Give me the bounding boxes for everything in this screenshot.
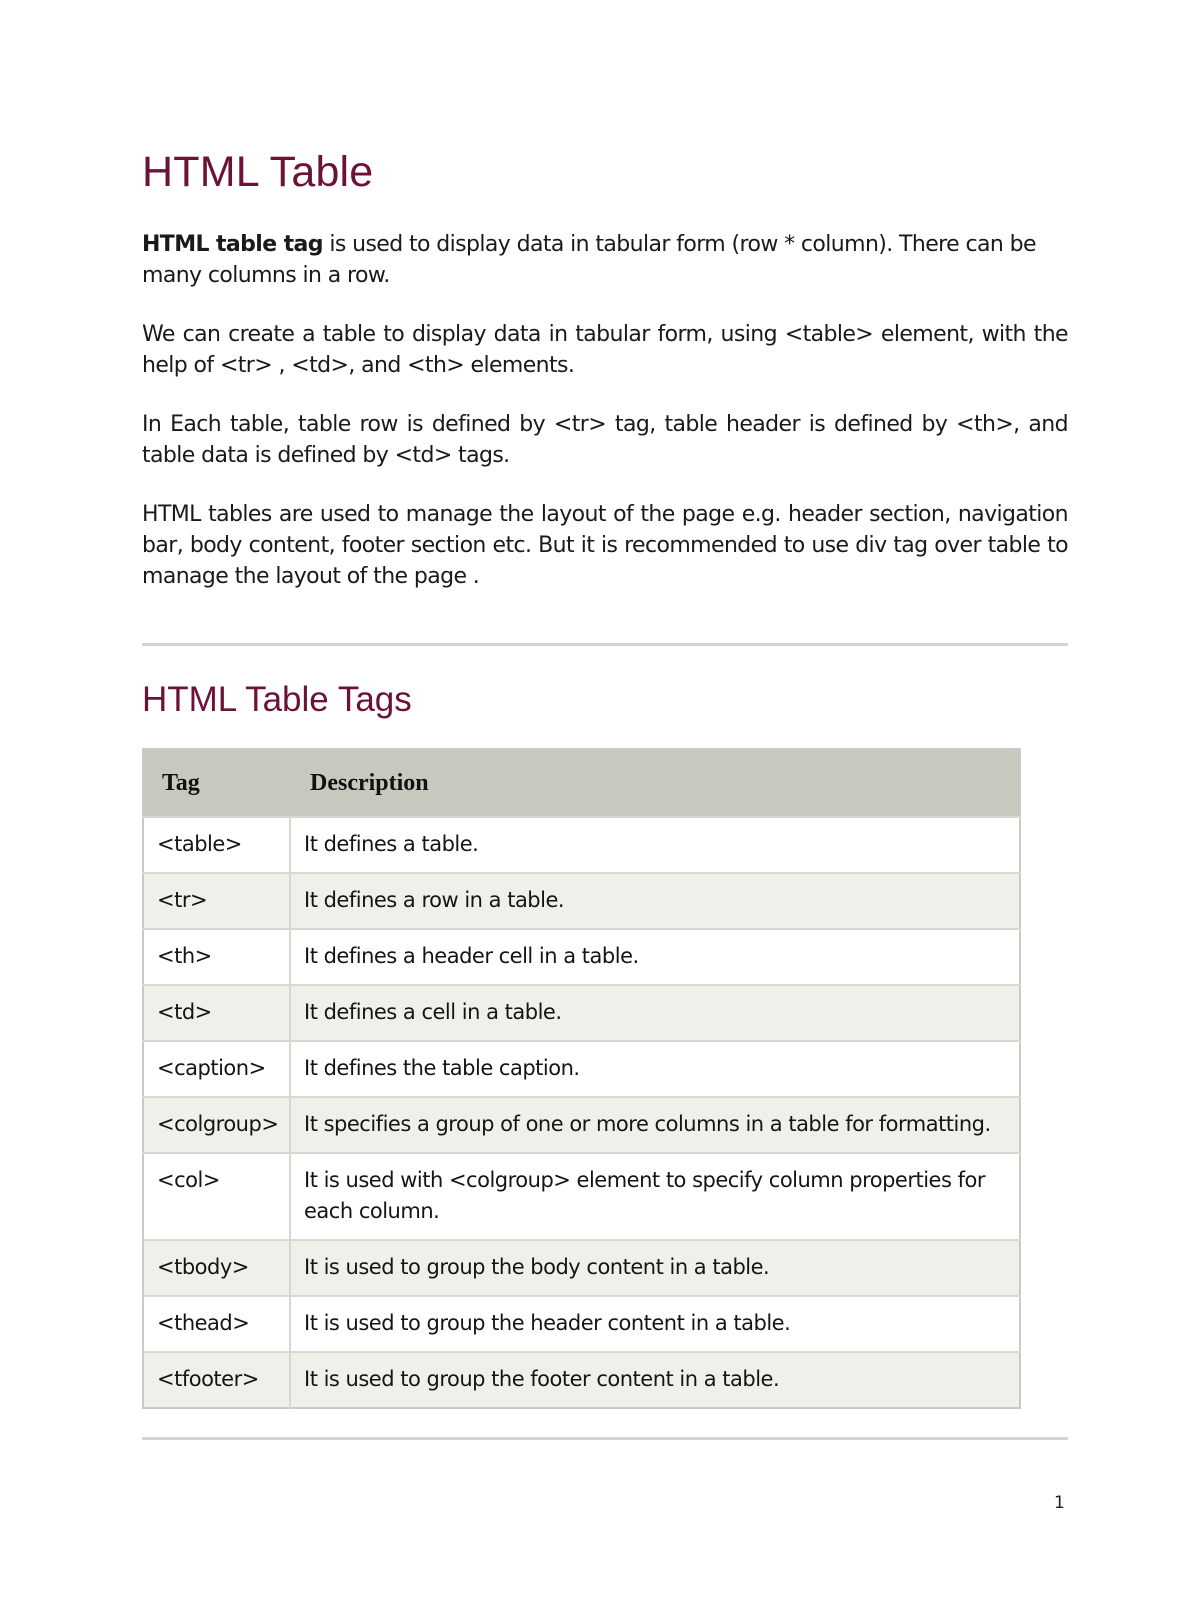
table-row xyxy=(143,1041,1020,1097)
description-cell: It defines a cell in a table. xyxy=(290,985,1020,1041)
intro-text xyxy=(142,229,1068,620)
divider-top xyxy=(142,643,1068,646)
table-row xyxy=(143,929,1020,985)
page-title: HTML Table xyxy=(142,148,374,196)
tag-cell: <th> xyxy=(143,929,290,985)
description-cell: It defines the table caption. xyxy=(290,1041,1020,1097)
section-title: HTML Table Tags xyxy=(142,680,412,719)
description-cell: It defines a table. xyxy=(290,817,1020,873)
table-row xyxy=(143,1153,1020,1240)
tag-cell: <tr> xyxy=(143,873,290,929)
table-row xyxy=(143,873,1020,929)
table-row xyxy=(143,985,1020,1041)
tag-cell: <td> xyxy=(143,985,290,1041)
description-cell: It is used to group the header content in a table. xyxy=(290,1296,1020,1352)
bold-term: HTML table tag xyxy=(142,232,323,257)
tag-cell: <caption> xyxy=(143,1041,290,1097)
paragraph-2: We can create a table to display data in tabular form, using <table> element, with the help of <tr> , <td>, and <th> elements. xyxy=(142,322,1068,378)
tag-cell: <col> xyxy=(143,1153,290,1240)
description-cell: It defines a row in a table. xyxy=(290,873,1020,929)
description-cell: It defines a header cell in a table. xyxy=(290,929,1020,985)
table-row xyxy=(143,1097,1020,1153)
tag-cell: <table> xyxy=(143,817,290,873)
tag-cell: <tfooter> xyxy=(143,1352,290,1408)
description-cell: It is used with <colgroup> element to specify column properties for each column. xyxy=(290,1153,1020,1240)
paragraph-4: HTML tables are used to manage the layout of the page e.g. header section, navigation bar, body content, footer section etc. But it is recommended to use div tag over table to manage the layout of the page . xyxy=(142,502,1068,589)
table-header-row xyxy=(143,749,1020,817)
paragraph-1 xyxy=(142,229,1068,291)
column-header-tag: Tag xyxy=(143,749,290,817)
divider-bottom xyxy=(142,1437,1068,1440)
table-row xyxy=(143,1240,1020,1296)
description-cell: It is used to group the body content in a table. xyxy=(290,1240,1020,1296)
table-row xyxy=(143,1352,1020,1408)
column-header-description: Description xyxy=(290,749,1020,817)
paragraph-1-text: is used to display data in tabular form (row * column). There can be many columns in a row. xyxy=(142,232,1036,288)
paragraph-3: In Each table, table row is defined by <tr> tag, table header is defined by <th>, and table data is defined by <td> tags. xyxy=(142,412,1068,468)
description-cell: It specifies a group of one or more columns in a table for formatting. xyxy=(290,1097,1020,1153)
tag-cell: <tbody> xyxy=(143,1240,290,1296)
description-cell: It is used to group the footer content in a table. xyxy=(290,1352,1020,1408)
table-row xyxy=(143,817,1020,873)
tag-cell: <colgroup> xyxy=(143,1097,290,1153)
table-row xyxy=(143,1296,1020,1352)
page-number: 1 xyxy=(1054,1493,1065,1513)
tag-cell: <thead> xyxy=(143,1296,290,1352)
tags-table xyxy=(142,748,1021,1409)
